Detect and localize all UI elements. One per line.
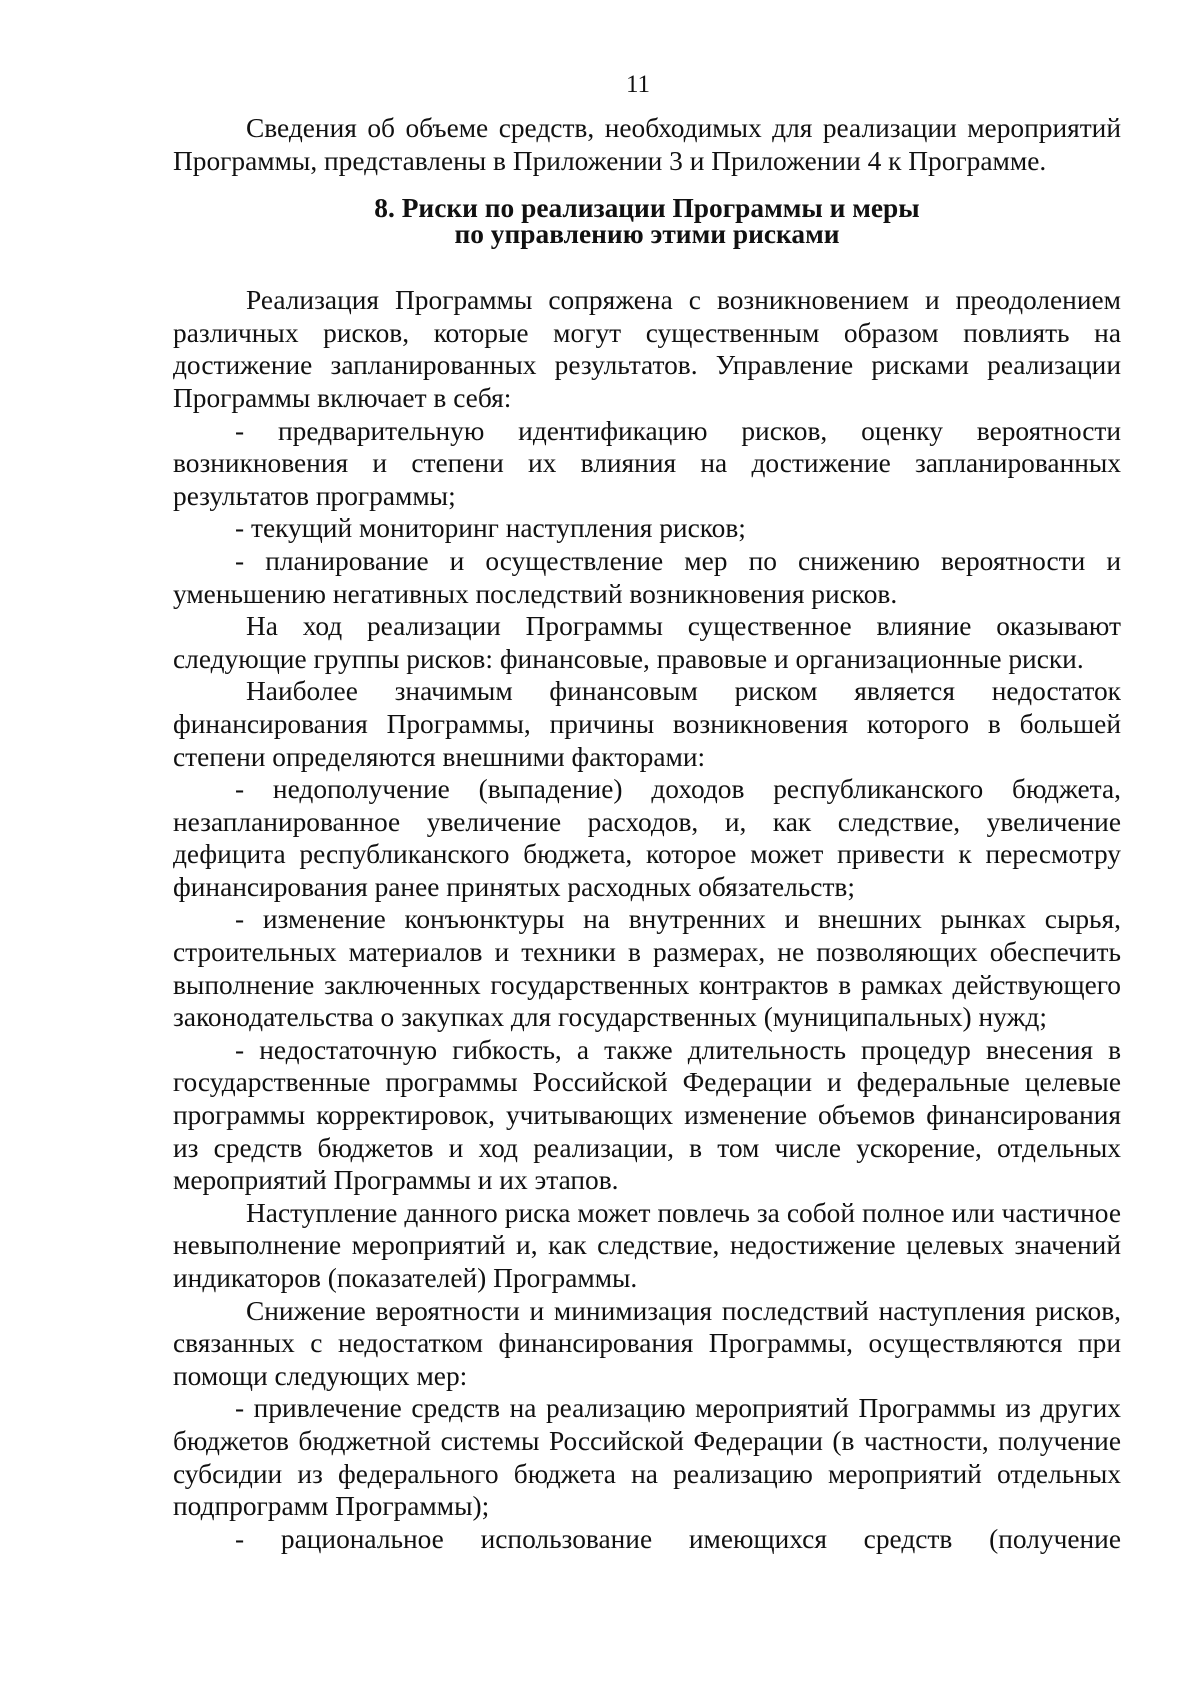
list-item-monitoring: - текущий мониторинг наступления рисков; [235, 513, 746, 544]
section-heading-line-2: по управлению этими рисками [454, 219, 840, 250]
list-item-attract-funds: - привлечение средств на реализацию мероприятий Программы из других бюджетов бюджетной системы Российской Федерации (в частности, получение субсидии из федерального бюджета на реализацию мероприятий отдельных подпрограмм Программы); [173, 1393, 1121, 1522]
page-number: 11 [625, 71, 651, 98]
document-body [173, 112, 1121, 1555]
paragraph-risk-overview: Реализация Программы сопряжена с возникновением и преодолением различных рисков, которые могут существенным образом повлиять на достижение запланированных результатов. Управление рисками реализации Программы включает в себя: [173, 285, 1121, 413]
list-item-market-conditions: - изменение конъюнктуры на внутренних и внешних рынках сырья, строительных материалов и техники в размерах, не позволяющих обеспечить выполнение заключенных государственных контрактов в рамках действующего законодательства о закупках для государственных (муниципальных) нужд; [173, 904, 1121, 1033]
list-item-flexibility: - недостаточную гибкость, а также длительность процедур внесения в государственные программы Российской Федерации и федеральные целевые программы корректировок, учитывающих изменение объемов финансирования из средств бюджетов и ход реализации, в том числе ускорение, отдельных мероприятий Программы и их этапов. [173, 1034, 1121, 1196]
list-item-rational-use: - рациональное использование имеющихся средств (получение [235, 1523, 1121, 1554]
paragraph-risk-consequences: Наступление данного риска может повлечь за собой полное или частичное невыполнение мероприятий и, как следствие, недостижение целевых значений индикаторов (показателей) Программы. [173, 1197, 1121, 1293]
paragraph-financial-risk: Наиболее значимым финансовым риском является недостаток финансирования Программы, причины возникновения которого в большей степени определяются внешними факторами: [173, 676, 1121, 772]
list-item-planning: - планирование и осуществление мер по снижению вероятности и уменьшению негативных последствий возникновения рисков. [173, 545, 1121, 609]
spacer [173, 247, 1121, 284]
list-item-budget-shortfall: - недополучение (выпадение) доходов республиканского бюджета, незапланированное увеличение расходов, и, как следствие, увеличение дефицита республиканского бюджета, которое может привести к пересмотру финансирования ранее принятых расходных обязательств; [173, 774, 1121, 902]
section-heading-line-1: 8. Риски по реализации Программы и меры [374, 193, 920, 224]
paragraph-risk-groups: На ход реализации Программы существенное влияние оказывают следующие группы рисков: финансовые, правовые и организационные риски. [173, 611, 1121, 674]
list-item-identification: - предварительную идентификацию рисков, оценку вероятности возникновения и степени их влияния на достижение запланированных результатов программы; [173, 415, 1121, 511]
intro-paragraph: Сведения об объеме средств, необходимых для реализации мероприятий Программы, представлены в Приложении 3 и Приложении 4 к Программе. [173, 113, 1121, 176]
paragraph-mitigation: Снижение вероятности и минимизация последствий наступления рисков, связанных с недостатком финансирования Программы, осуществляются при помощи следующих мер: [173, 1295, 1121, 1391]
